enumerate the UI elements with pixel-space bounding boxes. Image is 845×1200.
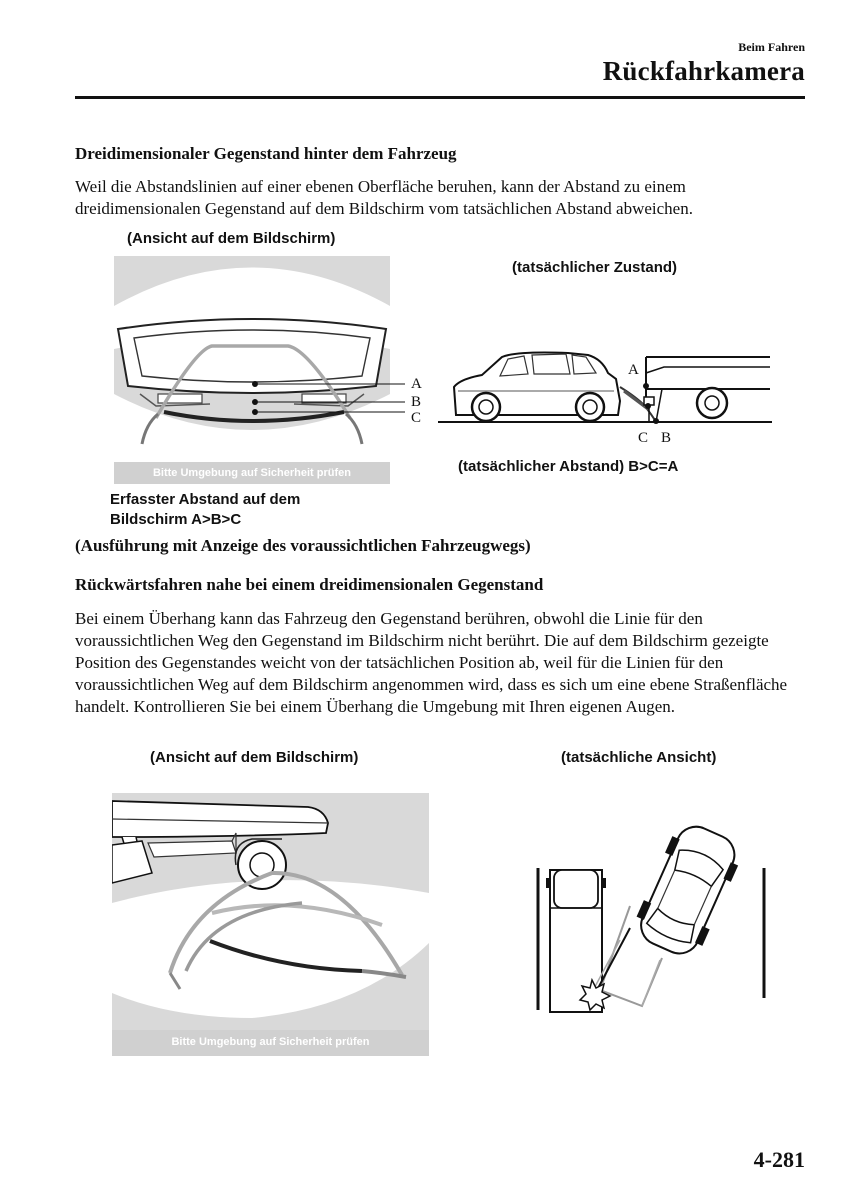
fig1-detected-distance xyxy=(110,490,300,530)
header-rule xyxy=(75,96,805,99)
heading-overhang: Rückwärtsfahren nahe bei einem dreidimensionalen Gegenstand xyxy=(75,575,544,594)
fig1-real-caption: (tatsächlicher Zustand) xyxy=(512,259,678,276)
fig1-actual-distance: (tatsächlicher Abstand) B>C=A xyxy=(458,458,679,475)
paragraph-overhang: Bei einem Überhang kann das Fahrzeug den Gegenstand berühren, obwohl die Linie für den voraussichtlichen Weg den Gegenstand im Bildschirm nicht berührt. Die auf dem Bildschirm gezeigte Position des Gegenstandes weicht von der tatsächlichen Position ab, weil für die Linien für den voraussichtlichen Weg auf dem Bildschirm angenommen wird, dass es sich um eine ebene Straßenfläche handelt. Kontrollieren Sie bei einem Überhang die Umgebung mit Ihren eigenen Augen. xyxy=(75,609,788,716)
fig1-real-label-b: B xyxy=(661,430,672,446)
fig1-label-b: B xyxy=(411,394,422,410)
fig1-detected-line2: Bildschirm A>B>C xyxy=(110,511,242,528)
fig1-real-label-a: A xyxy=(628,362,639,378)
fig1-label-a: A xyxy=(411,376,422,392)
page-number: 4-281 xyxy=(753,1147,805,1172)
fig2-screen-illustration xyxy=(112,793,429,1056)
fig1-label-c: C xyxy=(411,410,422,426)
fig2-real-illustration xyxy=(530,820,775,1020)
heading-3d-object: Dreidimensionaler Gegenstand hinter dem Fahrzeug xyxy=(75,144,457,163)
section-name: Beim Fahren xyxy=(738,40,805,54)
fig1-screen-illustration xyxy=(100,254,440,486)
fig1-screen-caption: (Ansicht auf dem Bildschirm) xyxy=(127,230,336,247)
fig2-screen-warning: Bitte Umgebung auf Sicherheit prüfen xyxy=(171,1036,370,1048)
fig2-screen-caption: (Ansicht auf dem Bildschirm) xyxy=(150,749,359,766)
fig1-detected-line1: Erfasster Abstand auf dem xyxy=(110,491,301,508)
variant-note: (Ausführung mit Anzeige des voraussichtlichen Fahrzeugwegs) xyxy=(75,536,531,555)
fig2-real-caption: (tatsächliche Ansicht) xyxy=(561,749,717,766)
fig1-real-label-c: C xyxy=(638,430,649,446)
paragraph-3d-object: Weil die Abstandslinien auf einer ebenen Oberfläche beruhen, kann der Abstand zu einem dreidimensionalen Gegenstand auf dem Bildschirm vom tatsächlichen Abstand abweichen. xyxy=(75,177,693,218)
fig1-screen-warning: Bitte Umgebung auf Sicherheit prüfen xyxy=(152,467,351,479)
page-title: Rückfahrkamera xyxy=(602,56,805,86)
fig1-real-illustration xyxy=(438,345,773,445)
